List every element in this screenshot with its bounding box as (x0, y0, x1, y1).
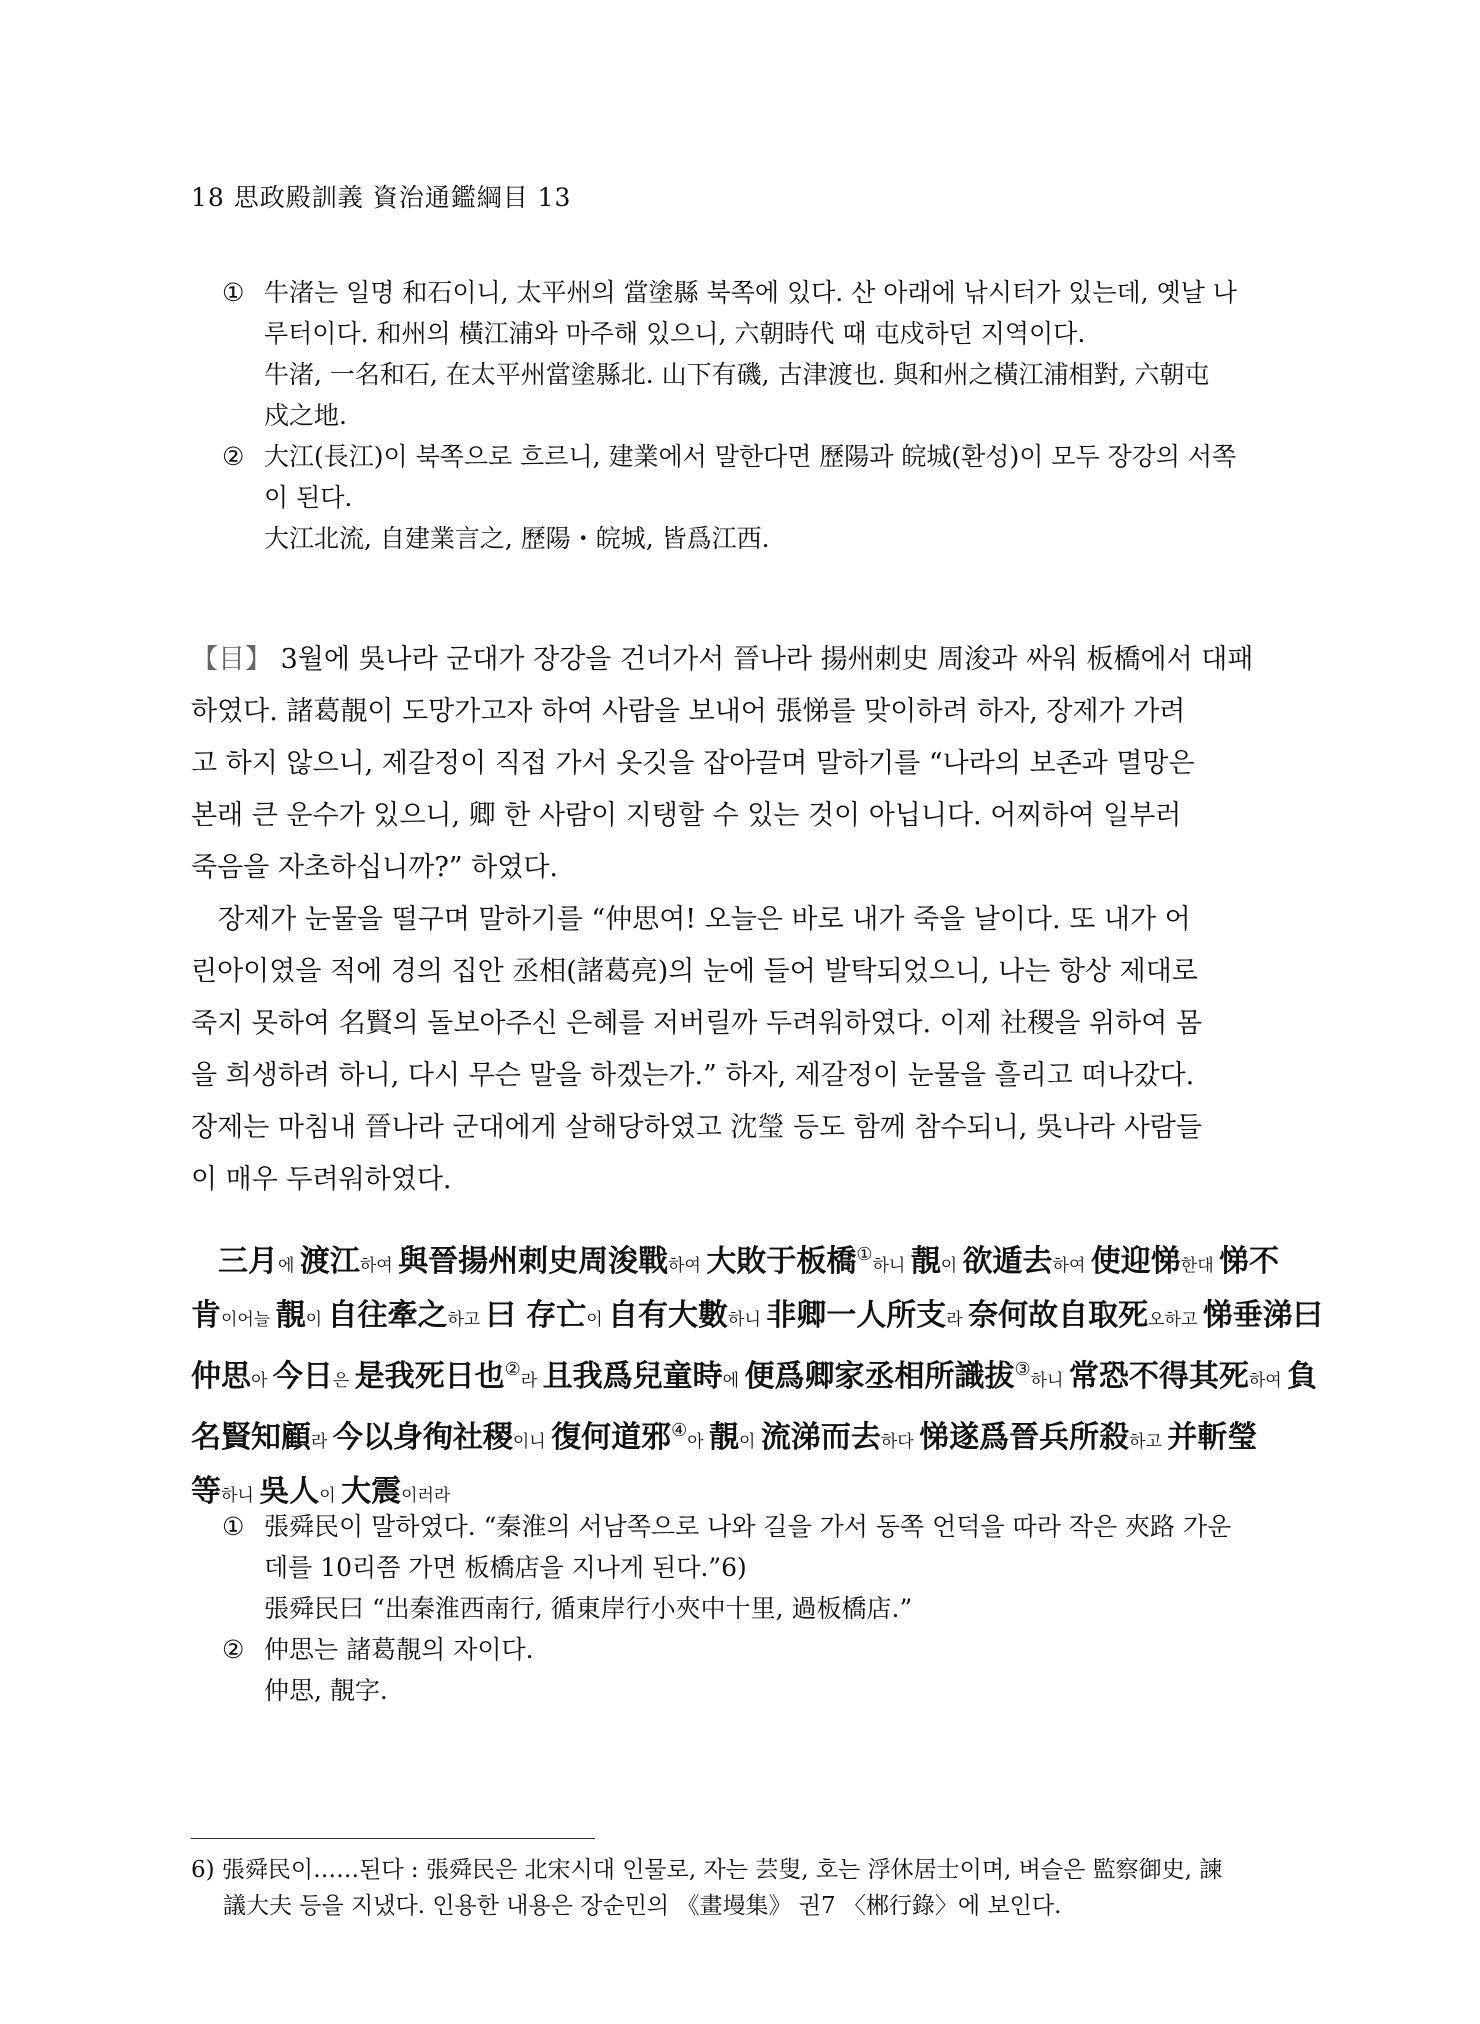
hanmun-segment: 等 (191, 1474, 221, 1509)
hanmun-segment: 渡江 (299, 1244, 360, 1279)
hanmun-segment: 라 (946, 1310, 969, 1330)
note-korean-line: 牛渚는 일명 和石이니, 太平州의 當塗縣 북쪽에 있다. 산 아래에 낚시터가 있는데, 옛날 나 (264, 278, 1237, 307)
hanmun-segment: 大敗于板橋 (706, 1244, 857, 1279)
hanmun-segment: 今以身徇社稷 (332, 1420, 513, 1455)
hanmun-segment: 并斬瑩 (1167, 1420, 1258, 1455)
hanmun-segment: 大震 (341, 1474, 402, 1509)
paragraph-2 (191, 894, 1293, 1206)
hanmun-segment: 名賢知顧 (191, 1420, 311, 1455)
translation-body (191, 634, 1293, 1206)
paragraph-line: 죽음을 자초하십니까?” 하였다. (191, 852, 559, 883)
hanmun-segment: 한대 (1180, 1256, 1220, 1276)
hanmun-segment: ② (504, 1359, 521, 1380)
note-hanmun-line: 仲思, 靚字. (264, 1676, 388, 1705)
note-korean-line: 仲思는 諸葛靚의 자이다. (264, 1635, 534, 1664)
note-hanmun-line: 牛渚, 一名和石, 在太平州當塗縣北. 山下有磯, 古津渡也. 與和州之橫江浦相對, 六朝屯 (264, 360, 1210, 389)
hanmun-segment: 이니 (512, 1432, 552, 1452)
hanmun-segment: 하여 (359, 1256, 399, 1276)
hanmun-segment: 常恐不得其死 (1068, 1359, 1249, 1394)
hanmun-segment: 하니 (872, 1256, 911, 1276)
note-korean-line: 大江(長江)이 북쪽으로 흐르니, 建業에서 말한다면 歷陽과 皖城(환성)이 모두 장강의 서쪽 (264, 442, 1237, 471)
hanmun-segment: 靚 (709, 1420, 740, 1455)
mok-label: 【目】 (191, 644, 272, 675)
footnote-divider (191, 1838, 595, 1839)
hanmun-segment: 이러라 (401, 1486, 451, 1506)
hanmun-line (191, 1291, 1323, 1345)
hanmun-segment: 이 (940, 1256, 963, 1276)
hanmun-segment: 負 (1287, 1359, 1318, 1394)
paragraph-line: 린아이였을 적에 경의 집안 丞相(諸葛亮)의 눈에 들어 발탁되었으니, 나는 항상 제대로 (191, 956, 1198, 987)
hanmun-segment: 하고 (1129, 1432, 1168, 1452)
hanmun-segment: 今日 (272, 1359, 333, 1394)
hanmun-segment: ③ (1014, 1359, 1031, 1380)
note-korean-line: 데를 10리쯤 가면 板橋店을 지나게 된다.”6) (264, 1553, 747, 1582)
note-2 (222, 436, 1290, 559)
hanmun-segment: 이 (586, 1310, 609, 1330)
hanmun-segment: 使迎悌 (1090, 1244, 1181, 1279)
hanmun-segment: 하고 (447, 1310, 486, 1330)
hanmun-original (191, 1230, 1323, 1521)
note-1 (222, 272, 1290, 436)
note-korean-line: 루터이다. 和州의 橫江浦와 마주해 있으니, 六朝時代 때 屯戍하던 지역이다. (264, 319, 1086, 348)
hanmun-segment: 靚 (910, 1244, 941, 1279)
hanmun-segment: ④ (671, 1420, 688, 1441)
hanmun-segment: 悌不 (1219, 1244, 1280, 1279)
hanmun-segment: 復何道邪 (551, 1420, 672, 1455)
paragraph-line: 본래 큰 운수가 있으니, 卿 한 사람이 지탱할 수 있는 것이 아닙니다. 어찌하여 일부러 (191, 800, 1182, 831)
running-head: 18 思政殿訓義 資治通鑑綱目 13 (191, 183, 572, 212)
hanmun-segment: 은 (332, 1371, 355, 1391)
hanmun-segment: 라 (520, 1371, 543, 1391)
hanmun-segment: 하니 (728, 1310, 767, 1330)
note-hanmun-line: 戍之地. (264, 401, 347, 430)
note-1 (222, 1506, 1290, 1629)
notes-bottom (222, 1506, 1290, 1711)
hanmun-segment: 吳人 (259, 1474, 320, 1509)
hanmun-segment: 悌遂爲晉兵所殺 (919, 1420, 1130, 1455)
footnote-line: 6) 張舜民이……된다 : 張舜民은 北宋시대 인물로, 자는 芸叟, 호는 浮休居士이며, 벼슬은 監察御史, 諫 (191, 1857, 1223, 1883)
paragraph-line: 이 매우 두려워하였다. (191, 1164, 452, 1195)
paragraph-line: 고 하지 않으니, 제갈정이 직접 가서 옷깃을 잡아끌며 말하기를 “나라의 보존과 멸망은 (191, 748, 1195, 779)
paragraph-line: 장제가 눈물을 떨구며 말하기를 “仲思여! 오늘은 바로 내가 죽을 날이다. 또 내가 어 (218, 904, 1191, 935)
hanmun-segment: 自往牽之 (327, 1298, 448, 1333)
hanmun-segment: 하여 (668, 1256, 707, 1276)
hanmun-line (191, 1406, 1293, 1467)
hanmun-segment: 아 (251, 1371, 273, 1391)
hanmun-segment: 悌垂涕曰 (1202, 1298, 1323, 1333)
hanmun-segment: 하니 (221, 1486, 260, 1506)
hanmun-line (191, 1345, 1318, 1406)
hanmun-segment: 이어늘 (221, 1310, 276, 1330)
hanmun-segment: 且我爲兒童時 (542, 1359, 723, 1394)
note-number: ① (222, 278, 245, 307)
hanmun-segment: 曰 存亡 (485, 1298, 587, 1333)
hanmun-segment: 靚 (275, 1298, 306, 1333)
notes-top (222, 272, 1290, 559)
paragraph-line: 하였다. 諸葛靚이 도망가고자 하여 사람을 보내어 張悌를 맞이하려 하자, 장제가 가려 (191, 696, 1186, 727)
footnote-line: 議大夫 등을 지냈다. 인용한 내용은 장순민의 《畫墁集》 권7 〈郴行錄〉에 보인다. (223, 1893, 1062, 1919)
note-2 (222, 1629, 1290, 1711)
note-number: ② (222, 442, 245, 471)
hanmun-segment: 是我死日也 (354, 1359, 505, 1394)
note-korean-line: 이 된다. (264, 483, 353, 512)
hanmun-line (191, 1230, 1293, 1291)
note-hanmun-line: 張舜民曰 “出秦淮西南行, 循東岸行小夾中十里, 過板橋店.” (264, 1594, 913, 1623)
hanmun-segment: 奈何故自取死 (968, 1298, 1149, 1333)
note-korean-line: 張舜民이 말하였다. “秦淮의 서남쪽으로 나와 길을 가서 동쪽 언덕을 따라 작은 夾路 가운 (264, 1512, 1232, 1541)
paragraph-line: 【目】 3월에 吳나라 군대가 장강을 건너가서 晉나라 揚州刺史 周浚과 싸워 板橋에서 대패 (191, 644, 1254, 675)
hanmun-segment: 流涕而去 (760, 1420, 881, 1455)
hanmun-segment: 이 (739, 1432, 761, 1452)
hanmun-segment: 이 (319, 1486, 342, 1506)
hanmun-segment: 肯 (191, 1298, 221, 1333)
footnote (191, 1852, 1293, 1924)
hanmun-segment: 에 (722, 1371, 745, 1391)
hanmun-segment: 三月 (218, 1244, 278, 1279)
hanmun-segment: 에 (278, 1256, 300, 1276)
hanmun-segment: 아 (687, 1432, 710, 1452)
paragraph-line: 죽지 못하여 名賢의 돌보아주신 은혜를 저버릴까 두려워하였다. 이제 社稷을 위하여 몸 (191, 1008, 1202, 1039)
hanmun-segment: 便爲卿家丞相所識拔 (744, 1359, 1015, 1394)
hanmun-segment: 이 (305, 1310, 328, 1330)
note-number: ② (222, 1635, 245, 1664)
hanmun-segment: 하여 (1248, 1371, 1288, 1391)
hanmun-segment: 오하고 (1148, 1310, 1203, 1330)
hanmun-segment: 自有大數 (608, 1298, 729, 1333)
note-number: ① (222, 1512, 245, 1541)
hanmun-segment: ① (856, 1244, 873, 1265)
note-hanmun-line: 大江北流, 自建業言之, 歷陽・皖城, 皆爲江西. (264, 524, 770, 553)
hanmun-segment: 하여 (1052, 1256, 1091, 1276)
paragraph-line: 장제는 마침내 晉나라 군대에게 살해당하였고 沈瑩 등도 함께 참수되니, 吳나라 사람들 (191, 1112, 1202, 1143)
hanmun-segment: 仲思 (191, 1359, 251, 1394)
hanmun-segment: 하니 (1030, 1371, 1069, 1391)
hanmun-segment: 非卿一人所支 (766, 1298, 947, 1333)
paragraph-line: 을 희생하려 하니, 다시 무슨 말을 하겠는가.” 하자, 제갈정이 눈물을 흘리고 떠나갔다. (191, 1060, 1195, 1091)
paragraph-1 (191, 634, 1293, 894)
hanmun-segment: 欲遁去 (962, 1244, 1053, 1279)
hanmun-segment: 與晉揚州刺史周浚戰 (398, 1244, 669, 1279)
hanmun-segment: 하다 (880, 1432, 920, 1452)
hanmun-segment: 라 (311, 1432, 333, 1452)
